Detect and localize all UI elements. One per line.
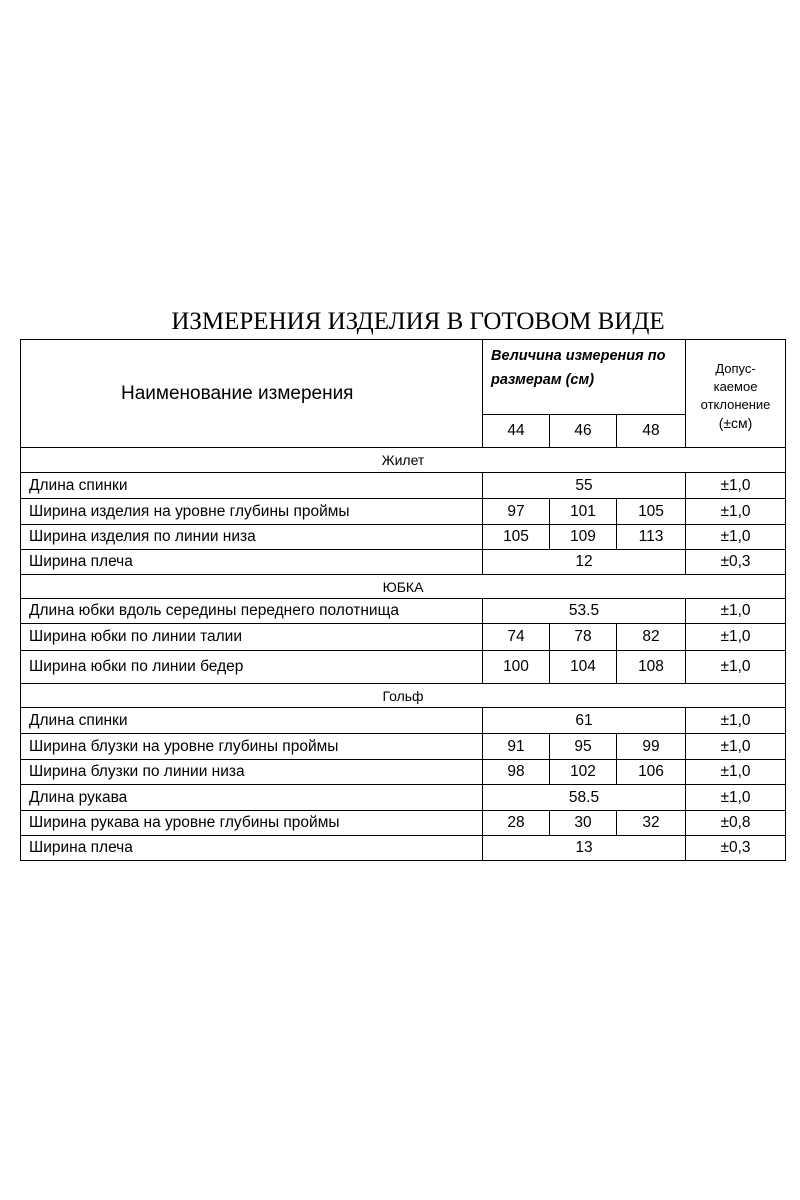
section-row — [21, 684, 786, 708]
row-tolerance: ±1,0 — [686, 624, 786, 651]
row-value-46: 104 — [550, 651, 617, 684]
row-value-46: 95 — [550, 734, 617, 760]
table-row — [21, 811, 786, 836]
row-tolerance: ±1,0 — [686, 651, 786, 684]
row-value-48: 108 — [617, 651, 686, 684]
row-value-44: 97 — [483, 499, 550, 525]
size-44: 44 — [483, 415, 550, 448]
table-row — [21, 599, 786, 624]
row-name: Ширина изделия по линии низа — [21, 525, 483, 550]
section-title-skirt: ЮБКА — [21, 575, 786, 599]
row-value-48: 82 — [617, 624, 686, 651]
row-name: Ширина рукава на уровне глубины проймы — [21, 811, 483, 836]
row-tolerance: ±1,0 — [686, 499, 786, 525]
header-tolerance — [686, 340, 786, 448]
row-value-44: 74 — [483, 624, 550, 651]
row-value-48: 113 — [617, 525, 686, 550]
row-name: Ширина блузки по линии низа — [21, 760, 483, 785]
row-value: 55 — [483, 473, 686, 499]
table-row — [21, 785, 786, 811]
row-tolerance: ±0,8 — [686, 811, 786, 836]
row-name: Длина спинки — [21, 473, 483, 499]
row-name: Ширина блузки на уровне глубины проймы — [21, 734, 483, 760]
measurement-table — [20, 339, 786, 861]
row-name: Длина юбки вдоль середины переднего полотнища — [21, 599, 483, 624]
row-tolerance: ±1,0 — [686, 785, 786, 811]
table-row — [21, 624, 786, 651]
row-value: 53.5 — [483, 599, 686, 624]
row-value: 61 — [483, 708, 686, 734]
section-row — [21, 448, 786, 473]
tolerance-line-1: Допус- — [715, 361, 756, 376]
table-row — [21, 550, 786, 575]
row-tolerance: ±1,0 — [686, 734, 786, 760]
table-row — [21, 499, 786, 525]
row-value-44: 91 — [483, 734, 550, 760]
row-value-44: 28 — [483, 811, 550, 836]
row-value-46: 101 — [550, 499, 617, 525]
row-name: Длина рукава — [21, 785, 483, 811]
table-row — [21, 734, 786, 760]
row-name: Ширина плеча — [21, 836, 483, 861]
row-value-48: 99 — [617, 734, 686, 760]
section-title-vest: Жилет — [21, 448, 786, 473]
table-row — [21, 708, 786, 734]
row-name: Ширина юбки по линии бедер — [21, 651, 483, 684]
row-value-48: 32 — [617, 811, 686, 836]
row-name: Ширина плеча — [21, 550, 483, 575]
row-value-46: 109 — [550, 525, 617, 550]
table-row — [21, 525, 786, 550]
row-value: 58.5 — [483, 785, 686, 811]
size-48: 48 — [617, 415, 686, 448]
row-tolerance: ±1,0 — [686, 473, 786, 499]
header-row — [21, 340, 786, 415]
row-value-48: 106 — [617, 760, 686, 785]
row-name: Ширина изделия на уровне глубины проймы — [21, 499, 483, 525]
row-value-46: 78 — [550, 624, 617, 651]
row-tolerance: ±0,3 — [686, 836, 786, 861]
header-name: Наименование измерения — [21, 340, 483, 448]
row-tolerance: ±1,0 — [686, 599, 786, 624]
row-tolerance: ±1,0 — [686, 708, 786, 734]
row-tolerance: ±1,0 — [686, 760, 786, 785]
row-value-44: 105 — [483, 525, 550, 550]
row-value: 13 — [483, 836, 686, 861]
section-title-golf: Гольф — [21, 684, 786, 708]
table-row — [21, 760, 786, 785]
tolerance-line-2: каемое — [713, 379, 758, 394]
page-title: ИЗМЕРЕНИЯ ИЗДЕЛИЯ В ГОТОВОМ ВИДЕ — [171, 308, 665, 335]
row-tolerance: ±0,3 — [686, 550, 786, 575]
row-value-44: 98 — [483, 760, 550, 785]
section-row — [21, 575, 786, 599]
row-tolerance: ±1,0 — [686, 525, 786, 550]
table-row — [21, 651, 786, 684]
tolerance-line-3: отклонение — [700, 397, 771, 412]
table-row — [21, 836, 786, 861]
row-name: Длина спинки — [21, 708, 483, 734]
tolerance-line-4: (±см) — [718, 415, 753, 431]
row-value-44: 100 — [483, 651, 550, 684]
table-row — [21, 473, 786, 499]
size-46: 46 — [550, 415, 617, 448]
header-size-group: Величина измерения по размерам (см) — [483, 340, 686, 415]
row-value-46: 102 — [550, 760, 617, 785]
row-name: Ширина юбки по линии талии — [21, 624, 483, 651]
row-value: 12 — [483, 550, 686, 575]
row-value-46: 30 — [550, 811, 617, 836]
row-value-48: 105 — [617, 499, 686, 525]
